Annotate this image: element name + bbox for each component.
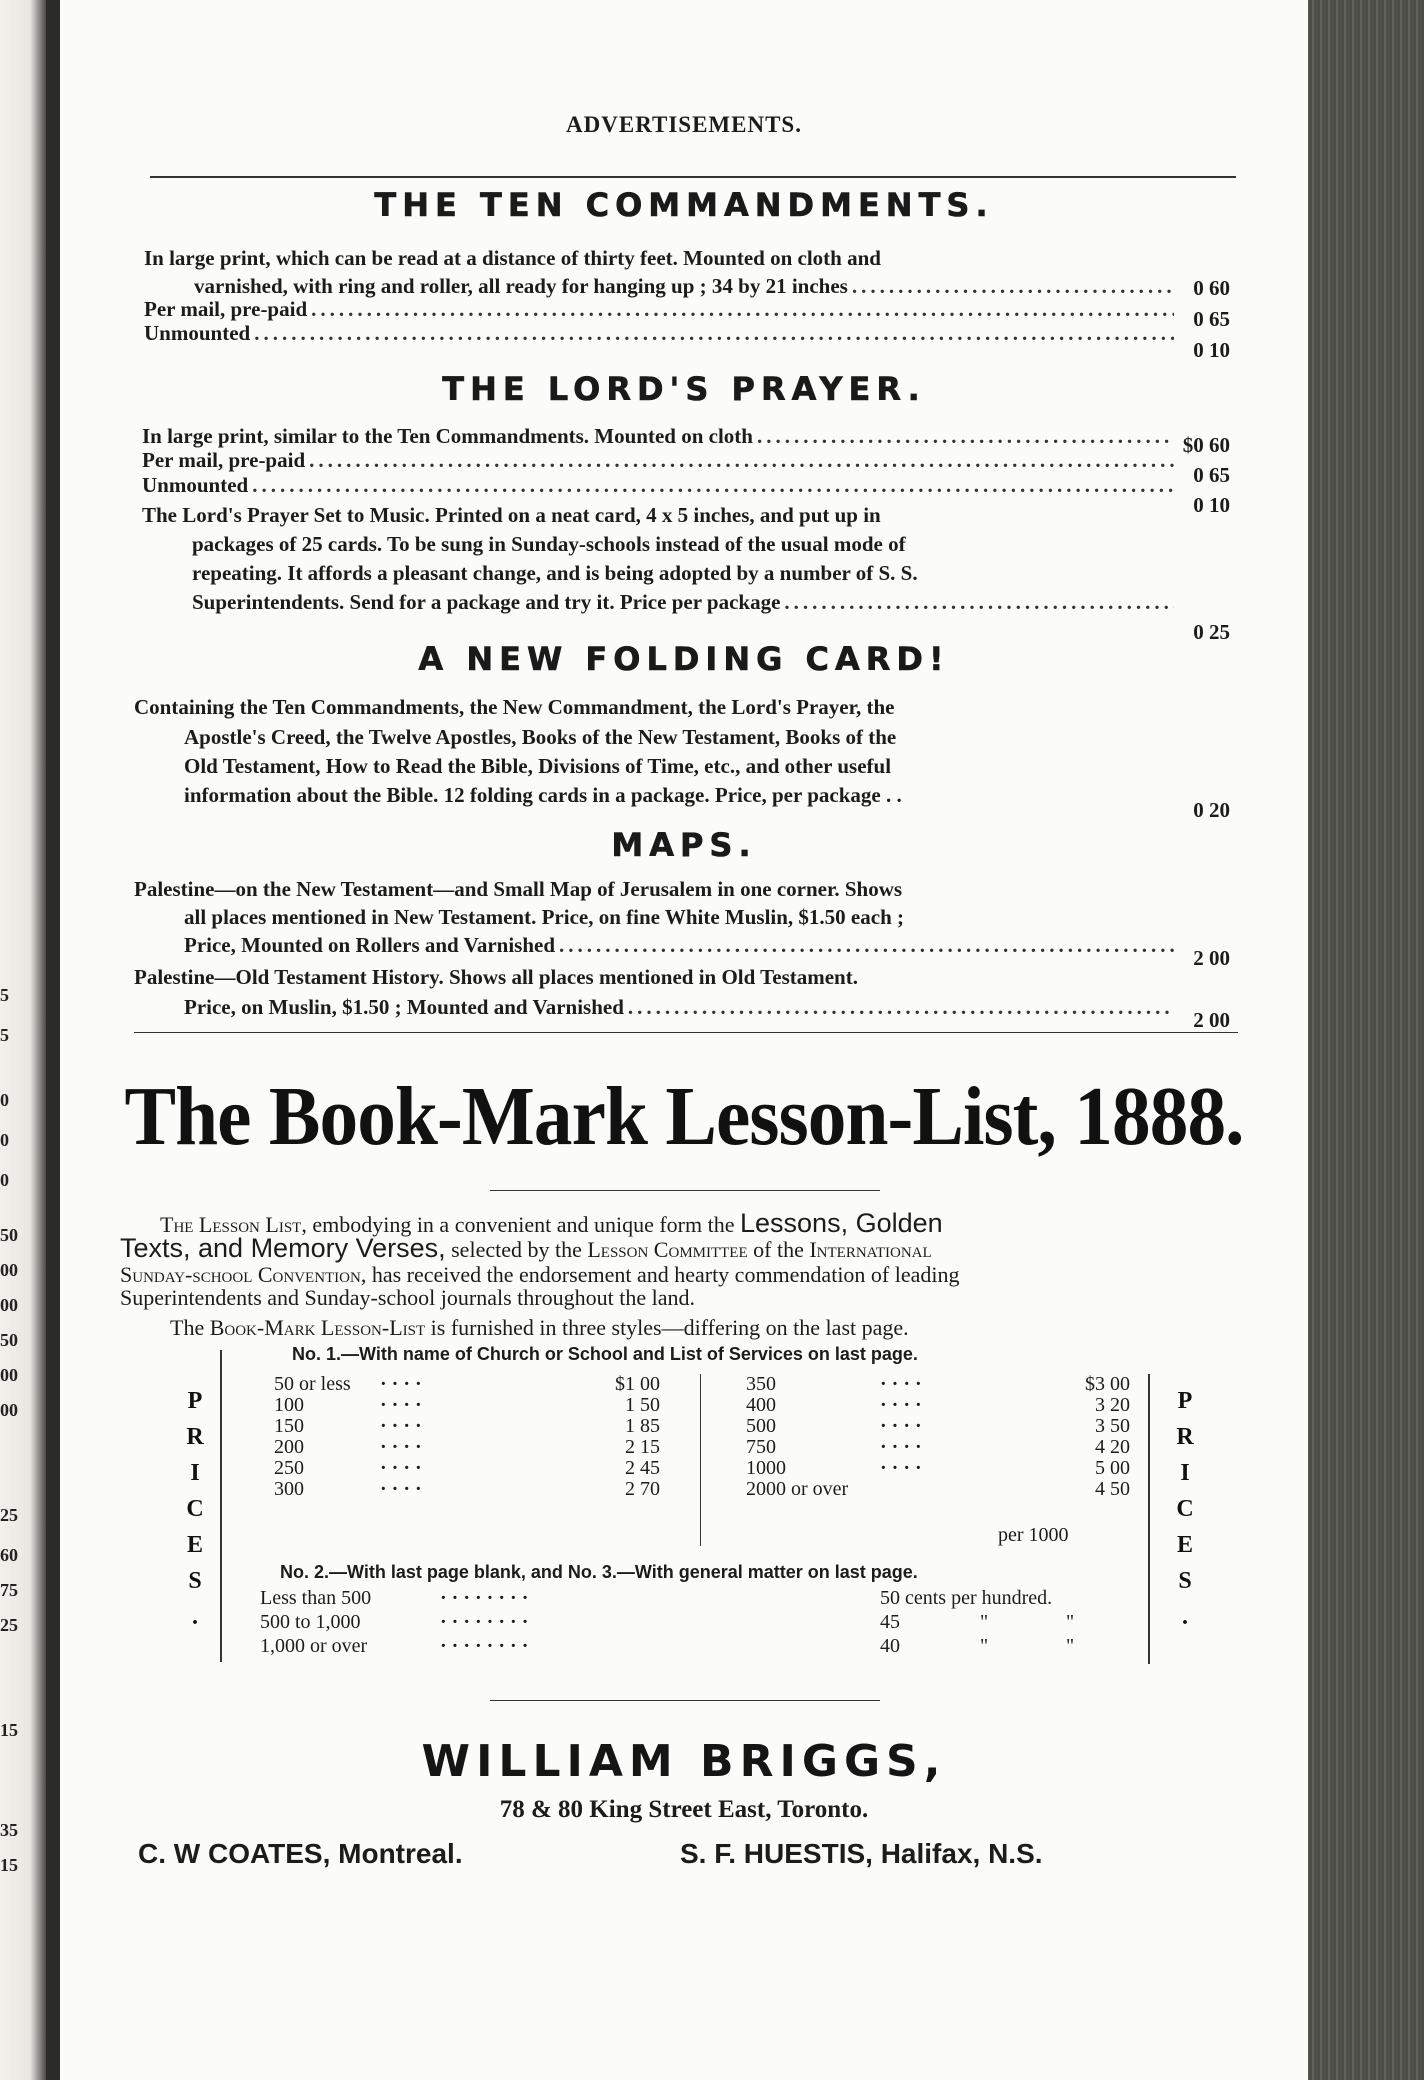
title-rule bbox=[490, 1190, 880, 1191]
left-page-fragment: 25 bbox=[0, 1505, 18, 1525]
leader-dots: · · · · · · · · bbox=[440, 1635, 529, 1657]
no1-right-qty: 500 bbox=[746, 1415, 776, 1437]
no1-right-qty: 400 bbox=[746, 1394, 776, 1416]
ditto-mark: " bbox=[1066, 1611, 1075, 1633]
maps-price-1: 2 00 bbox=[1193, 946, 1230, 970]
leader-dots: · · · · bbox=[380, 1436, 422, 1458]
maps-line-1: Palestine—on the New Testament—and Small Map of Jerusalem in one corner. Shows bbox=[134, 877, 903, 901]
no23-price: 45 bbox=[880, 1611, 900, 1633]
lords-prayer-price-4: 0 25 bbox=[1193, 620, 1230, 644]
folding-card-line-2: Apostle's Creed, the Twelve Apostles, Books of the New Testament, Books of the bbox=[184, 725, 897, 749]
running-head: ADVERTISEMENTS. bbox=[566, 112, 802, 137]
no1-right-price: 3 20 bbox=[1095, 1394, 1130, 1416]
ten-commandments-line-2: varnished, with ring and roller, all ready for hanging up ; 34 by 21 inches ..... bbox=[194, 273, 1178, 299]
publisher-address: 78 & 80 King Street East, Toronto. bbox=[499, 1796, 869, 1823]
left-page-fragment: 00 bbox=[0, 1365, 18, 1385]
leader-dots: · · · · · · · · bbox=[440, 1587, 529, 1609]
maps-title: MAPS. bbox=[611, 826, 757, 864]
agent-halifax: S. F. HUESTIS, Halifax, N.S. bbox=[680, 1838, 1043, 1869]
leader-dots: · · · · bbox=[880, 1394, 922, 1416]
lords-prayer-music-3: repeating. It affords a pleasant change, and is being adopted by a number of S. S. bbox=[192, 561, 918, 585]
left-page-fragment: 35 bbox=[0, 1820, 18, 1840]
ditto-mark: " bbox=[980, 1635, 989, 1657]
no1-left-price: 2 15 bbox=[625, 1436, 660, 1458]
ten-commandments-line-3: Per mail, pre-paid ..... bbox=[144, 296, 1178, 322]
left-page-fragment: 50 bbox=[0, 1330, 18, 1350]
ten-commandments-price-2: 0 65 bbox=[1193, 307, 1230, 331]
no1-right-price: 4 50 bbox=[1095, 1478, 1130, 1500]
ten-commandments-line-1: In large print, which can be read at a distance of thirty feet. Mounted on cloth and bbox=[144, 246, 881, 270]
ten-commandments-title: THE TEN COMMANDMENTS. bbox=[374, 186, 994, 224]
no1-left-price: $1 00 bbox=[615, 1373, 660, 1395]
folding-card-price-1: 0 20 bbox=[1193, 798, 1230, 822]
no23-price: 40 bbox=[880, 1635, 900, 1657]
no1-left-qty: 300 bbox=[274, 1478, 304, 1500]
table-right-border bbox=[1148, 1374, 1150, 1664]
leader-dots: · · · · bbox=[880, 1415, 922, 1437]
left-page-fragment: 0 bbox=[0, 1090, 9, 1110]
no1-left-qty: 50 or less bbox=[274, 1373, 351, 1395]
no1-header: No. 1.—With name of Church or School and List of Services on last page. bbox=[292, 1344, 918, 1364]
maps-line-3: Price, Mounted on Rollers and Varnished ..... bbox=[184, 932, 1178, 958]
lesson-list-intro-1: The Lesson List, embodying in a convenient and unique form the Lessons, Golden bbox=[160, 1208, 943, 1238]
left-page-fragment: 00 bbox=[0, 1400, 18, 1420]
lords-prayer-price-1: $0 60 bbox=[1182, 433, 1230, 457]
lords-prayer-music-4: Superintendents. Send for a package and try it. Price per package ..... bbox=[192, 589, 1178, 615]
advertisement-page bbox=[60, 0, 1308, 2080]
no1-left-price: 1 85 bbox=[625, 1415, 660, 1437]
no23-price: 50 cents per hundred. bbox=[880, 1587, 1053, 1609]
lords-prayer-price-2: 0 65 bbox=[1193, 463, 1230, 487]
ten-commandments-price-1: 0 60 bbox=[1193, 276, 1230, 300]
maps-line-2: all places mentioned in New Testament. Price, on fine White Muslin, $1.50 each ; bbox=[184, 905, 904, 929]
leader-dots: · · · · · · · · bbox=[440, 1611, 529, 1633]
folding-card-title: A NEW FOLDING CARD! bbox=[418, 640, 950, 678]
publisher-rule bbox=[490, 1700, 880, 1701]
no1-right-price: 5 00 bbox=[1095, 1457, 1130, 1479]
no23-qty: Less than 500 bbox=[260, 1587, 372, 1609]
no23-qty: 500 to 1,000 bbox=[260, 1611, 361, 1633]
ten-commandments-line-4: Unmounted ..... bbox=[144, 320, 1178, 346]
lords-prayer-line-1: In large print, similar to the Ten Commandments. Mounted on cloth ..... bbox=[142, 423, 1178, 449]
folding-card-line-4: information about the Bible. 12 folding cards in a package. Price, per package . . bbox=[184, 783, 902, 807]
section-rule bbox=[134, 1032, 1238, 1033]
ditto-mark: " bbox=[980, 1611, 989, 1633]
leader-dots: · · · · bbox=[380, 1415, 422, 1437]
per-1000-note: per 1000 bbox=[998, 1524, 1069, 1546]
agent-montreal: C. W COATES, Montreal. bbox=[138, 1838, 463, 1869]
leader-dots: · · · · bbox=[880, 1373, 922, 1395]
no1-right-qty: 350 bbox=[746, 1373, 776, 1395]
no1-left-qty: 150 bbox=[274, 1415, 304, 1437]
table-left-border bbox=[220, 1350, 222, 1662]
lesson-list-intro-3: Sunday-school Convention, has received the endorsement and hearty commendation of leading bbox=[120, 1262, 960, 1287]
left-page-fragment: 60 bbox=[0, 1545, 18, 1565]
folding-card-line-1: Containing the Ten Commandments, the New Commandment, the Lord's Prayer, the bbox=[134, 695, 895, 719]
lords-prayer-line-3: Unmounted ..... bbox=[142, 472, 1178, 498]
no1-right-qty: 1000 bbox=[746, 1457, 786, 1479]
maps-line-5: Price, on Muslin, $1.50 ; Mounted and Varnished ..... bbox=[184, 994, 1178, 1020]
page-stack-edge bbox=[1308, 0, 1424, 2080]
no1-right-qty: 2000 or over bbox=[746, 1478, 849, 1500]
folding-card-line-3: Old Testament, How to Read the Bible, Divisions of Time, etc., and other useful bbox=[184, 754, 892, 778]
no23-header: No. 2.—With last page blank, and No. 3.—With general matter on last page. bbox=[280, 1562, 918, 1582]
book-gutter bbox=[46, 0, 60, 2080]
no23-qty: 1,000 or over bbox=[260, 1635, 368, 1657]
leader-dots: · · · · bbox=[380, 1478, 422, 1500]
price-table bbox=[180, 1344, 1198, 1664]
no1-left-price: 2 45 bbox=[625, 1457, 660, 1479]
left-page-fragment: 15 bbox=[0, 1855, 18, 1875]
no1-right-price: $3 00 bbox=[1085, 1373, 1130, 1395]
prices-label-left: PRICES. bbox=[182, 1388, 208, 1640]
left-page-fragment: 5 bbox=[0, 1025, 9, 1045]
no1-left-qty: 250 bbox=[274, 1457, 304, 1479]
table-center-divider bbox=[700, 1374, 701, 1546]
publisher-name: WILLIAM BRIGGS, bbox=[421, 1736, 947, 1787]
top-rule bbox=[150, 176, 1236, 178]
no1-right-price: 3 50 bbox=[1095, 1415, 1130, 1437]
lesson-list-intro-2: Texts, and Memory Verses, selected by the Lesson Committee of the International bbox=[120, 1233, 932, 1263]
left-page-fragment: 00 bbox=[0, 1295, 18, 1315]
lesson-list-intro-4: Superintendents and Sunday-school journals throughout the land. bbox=[120, 1285, 695, 1310]
left-page-fragment: 5 bbox=[0, 985, 9, 1005]
no1-left-price: 1 50 bbox=[625, 1394, 660, 1416]
leader-dots: · · · · bbox=[880, 1457, 922, 1479]
left-page-fragment: 50 bbox=[0, 1225, 18, 1245]
lords-prayer-price-3: 0 10 bbox=[1193, 493, 1230, 517]
no1-right-qty: 750 bbox=[746, 1436, 776, 1458]
no1-right-price: 4 20 bbox=[1095, 1436, 1130, 1458]
lords-prayer-line-2: Per mail, pre-paid ..... bbox=[142, 447, 1178, 473]
ditto-mark: " bbox=[1066, 1635, 1075, 1657]
maps-price-2: 2 00 bbox=[1193, 1008, 1230, 1032]
lesson-list-styles: The Book-Mark Lesson-List is furnished in three styles—differing on the last page. bbox=[170, 1315, 909, 1340]
no1-left-qty: 100 bbox=[274, 1394, 304, 1416]
left-page-fragment: 0 bbox=[0, 1130, 9, 1150]
left-page-fragment: 15 bbox=[0, 1720, 18, 1740]
leader-dots: · · · · bbox=[880, 1436, 922, 1458]
lords-prayer-music-1: The Lord's Prayer Set to Music. Printed on a neat card, 4 x 5 inches, and put up in bbox=[142, 503, 881, 527]
maps-line-4: Palestine—Old Testament History. Shows all places mentioned in Old Testament. bbox=[134, 965, 858, 989]
leader-dots: · · · · bbox=[380, 1373, 422, 1395]
no1-left-qty: 200 bbox=[274, 1436, 304, 1458]
prices-label-right: PRICES. bbox=[1172, 1388, 1198, 1640]
lords-prayer-music-2: packages of 25 cards. To be sung in Sunday-schools instead of the usual mode of bbox=[192, 532, 906, 556]
no1-left-price: 2 70 bbox=[625, 1478, 660, 1500]
left-page-fragment: 0 bbox=[0, 1170, 9, 1190]
leader-dots: · · · · bbox=[380, 1394, 422, 1416]
ten-commandments-price-3: 0 10 bbox=[1193, 338, 1230, 362]
lesson-list-title: The Book-Mark Lesson-List, 1888. bbox=[124, 1070, 1244, 1163]
left-page-fragment: 25 bbox=[0, 1615, 18, 1635]
left-page-fragment: 75 bbox=[0, 1580, 18, 1600]
left-page-fragment: 00 bbox=[0, 1260, 18, 1280]
leader-dots: · · · · bbox=[380, 1457, 422, 1479]
lords-prayer-title: THE LORD'S PRAYER. bbox=[442, 370, 926, 408]
